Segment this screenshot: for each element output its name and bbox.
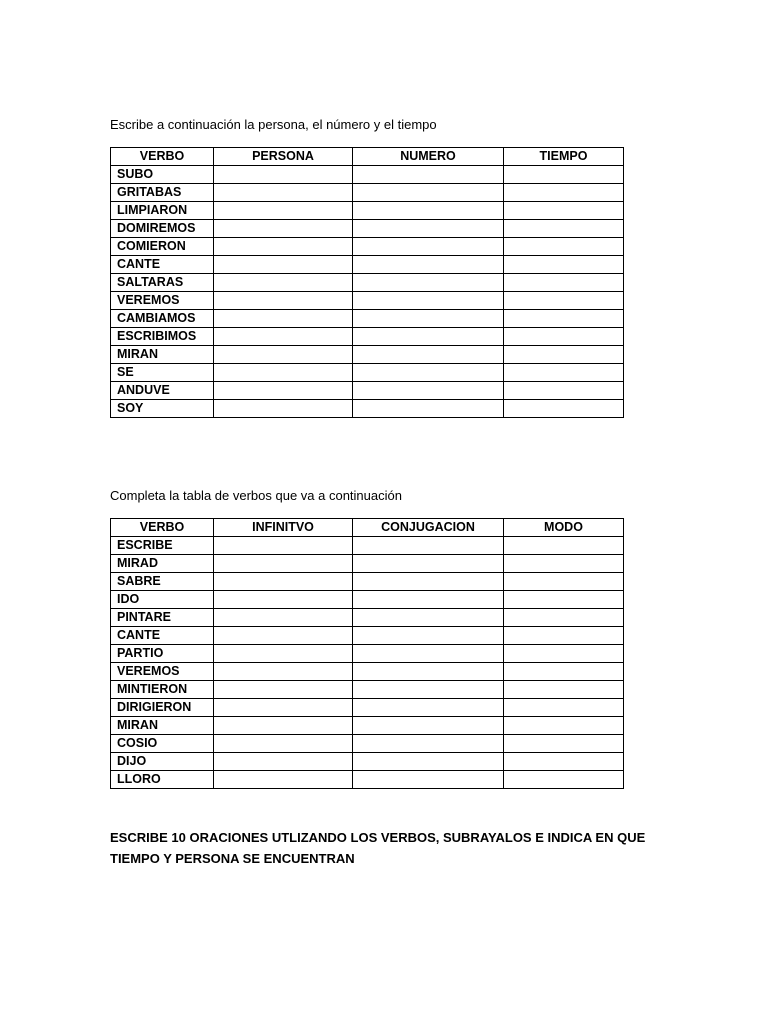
table-row <box>111 645 624 663</box>
answer-cell[interactable] <box>353 699 504 717</box>
verb-cell: LLORO <box>111 771 214 789</box>
answer-cell[interactable] <box>214 310 353 328</box>
answer-cell[interactable] <box>504 382 624 400</box>
table-row <box>111 184 624 202</box>
verb-cell: ANDUVE <box>111 382 214 400</box>
table-row <box>111 555 624 573</box>
verb-cell: IDO <box>111 591 214 609</box>
answer-cell[interactable] <box>353 681 504 699</box>
table-row <box>111 591 624 609</box>
answer-cell[interactable] <box>504 735 624 753</box>
answer-cell[interactable] <box>214 771 353 789</box>
answer-cell[interactable] <box>504 166 624 184</box>
table-row <box>111 609 624 627</box>
answer-cell[interactable] <box>504 256 624 274</box>
table-row <box>111 627 624 645</box>
answer-cell[interactable] <box>214 274 353 292</box>
answer-cell[interactable] <box>353 328 504 346</box>
column-header-persona: PERSONA <box>214 148 353 166</box>
table-row <box>111 717 624 735</box>
table-row <box>111 753 624 771</box>
table-row <box>111 382 624 400</box>
column-header-infinitivo: INFINITVO <box>214 519 353 537</box>
section3-instruction: ESCRIBE 10 ORACIONES UTLIZANDO LOS VERBOS, SUBRAYALOS E INDICA EN QUE TIEMPO Y PERSONA SE ENCUENTRAN <box>110 830 646 866</box>
answer-cell[interactable] <box>504 346 624 364</box>
answer-cell[interactable] <box>353 717 504 735</box>
answer-cell[interactable] <box>353 364 504 382</box>
verb-cell: CANTE <box>111 256 214 274</box>
answer-cell[interactable] <box>353 753 504 771</box>
answer-cell[interactable] <box>504 555 624 573</box>
table-row <box>111 699 624 717</box>
answer-cell[interactable] <box>504 645 624 663</box>
answer-cell[interactable] <box>504 573 624 591</box>
answer-cell[interactable] <box>353 555 504 573</box>
table-row <box>111 328 624 346</box>
table-row <box>111 735 624 753</box>
answer-cell[interactable] <box>214 256 353 274</box>
verb-cell: VEREMOS <box>111 663 214 681</box>
table-row <box>111 166 624 184</box>
answer-cell[interactable] <box>353 184 504 202</box>
table-row <box>111 681 624 699</box>
table-row <box>111 573 624 591</box>
verb-cell: DOMIREMOS <box>111 220 214 238</box>
verb-cell: MIRAN <box>111 717 214 735</box>
table-row <box>111 256 624 274</box>
verb-cell: GRITABAS <box>111 184 214 202</box>
table-header-row <box>111 148 624 166</box>
column-header-tiempo: TIEMPO <box>504 148 624 166</box>
verb-cell: SALTARAS <box>111 274 214 292</box>
table-row <box>111 292 624 310</box>
table-header-row <box>111 519 624 537</box>
answer-cell[interactable] <box>504 310 624 328</box>
answer-cell[interactable] <box>214 166 353 184</box>
answer-cell[interactable] <box>214 735 353 753</box>
answer-cell[interactable] <box>353 609 504 627</box>
answer-cell[interactable] <box>353 382 504 400</box>
answer-cell[interactable] <box>214 400 353 418</box>
verb-cell: LIMPIARON <box>111 202 214 220</box>
verb-cell: SE <box>111 364 214 382</box>
answer-cell[interactable] <box>504 699 624 717</box>
verb-cell: ESCRIBIMOS <box>111 328 214 346</box>
answer-cell[interactable] <box>214 555 353 573</box>
answer-cell[interactable] <box>504 202 624 220</box>
verb-cell: MIRAN <box>111 346 214 364</box>
answer-cell[interactable] <box>214 537 353 555</box>
verb-cell: ESCRIBE <box>111 537 214 555</box>
section2-instruction: Completa la tabla de verbos que va a continuación <box>110 488 402 503</box>
verb-cell: VEREMOS <box>111 292 214 310</box>
answer-cell[interactable] <box>214 663 353 681</box>
answer-cell[interactable] <box>214 591 353 609</box>
verb-cell: PARTIO <box>111 645 214 663</box>
table-row <box>111 238 624 256</box>
table-row <box>111 537 624 555</box>
verb-cell: CAMBIAMOS <box>111 310 214 328</box>
answer-cell[interactable] <box>504 681 624 699</box>
answer-cell[interactable] <box>353 238 504 256</box>
verb-cell: MINTIERON <box>111 681 214 699</box>
answer-cell[interactable] <box>353 292 504 310</box>
answer-cell[interactable] <box>504 753 624 771</box>
column-header-numero: NUMERO <box>353 148 504 166</box>
section1-instruction: Escribe a continuación la persona, el número y el tiempo <box>110 117 437 132</box>
answer-cell[interactable] <box>353 735 504 753</box>
verb-cell: DIRIGIERON <box>111 699 214 717</box>
answer-cell[interactable] <box>353 400 504 418</box>
verb-cell: COMIERON <box>111 238 214 256</box>
answer-cell[interactable] <box>353 256 504 274</box>
answer-cell[interactable] <box>504 400 624 418</box>
column-header-verbo: VERBO <box>111 148 214 166</box>
answer-cell[interactable] <box>504 184 624 202</box>
answer-cell[interactable] <box>214 220 353 238</box>
answer-cell[interactable] <box>504 663 624 681</box>
answer-cell[interactable] <box>214 364 353 382</box>
answer-cell[interactable] <box>353 573 504 591</box>
answer-cell[interactable] <box>504 328 624 346</box>
answer-cell[interactable] <box>214 645 353 663</box>
answer-cell[interactable] <box>504 609 624 627</box>
table-row <box>111 220 624 238</box>
answer-cell[interactable] <box>504 771 624 789</box>
column-header-modo: MODO <box>504 519 624 537</box>
table-row <box>111 663 624 681</box>
answer-cell[interactable] <box>504 364 624 382</box>
verb-cell: SOY <box>111 400 214 418</box>
answer-cell[interactable] <box>504 274 624 292</box>
verb-cell: COSIO <box>111 735 214 753</box>
answer-cell[interactable] <box>504 717 624 735</box>
table-row <box>111 346 624 364</box>
answer-cell[interactable] <box>353 346 504 364</box>
answer-cell[interactable] <box>214 202 353 220</box>
answer-cell[interactable] <box>353 537 504 555</box>
answer-cell[interactable] <box>504 220 624 238</box>
answer-cell[interactable] <box>353 166 504 184</box>
answer-cell[interactable] <box>214 717 353 735</box>
answer-cell[interactable] <box>214 627 353 645</box>
answer-cell[interactable] <box>353 310 504 328</box>
answer-cell[interactable] <box>353 274 504 292</box>
verb-cell: SABRE <box>111 573 214 591</box>
table-row <box>111 310 624 328</box>
answer-cell[interactable] <box>504 627 624 645</box>
verb-cell: CANTE <box>111 627 214 645</box>
verb-cell: MIRAD <box>111 555 214 573</box>
answer-cell[interactable] <box>214 573 353 591</box>
answer-cell[interactable] <box>353 645 504 663</box>
answer-cell[interactable] <box>214 292 353 310</box>
verb-analysis-table <box>110 147 624 418</box>
answer-cell[interactable] <box>504 537 624 555</box>
answer-cell[interactable] <box>214 681 353 699</box>
table-row <box>111 274 624 292</box>
verb-cell: DIJO <box>111 753 214 771</box>
answer-cell[interactable] <box>353 591 504 609</box>
answer-cell[interactable] <box>504 238 624 256</box>
answer-cell[interactable] <box>214 346 353 364</box>
column-header-verbo: VERBO <box>111 519 214 537</box>
answer-cell[interactable] <box>353 202 504 220</box>
table-row <box>111 202 624 220</box>
answer-cell[interactable] <box>353 663 504 681</box>
answer-cell[interactable] <box>214 753 353 771</box>
table-row <box>111 400 624 418</box>
answer-cell[interactable] <box>353 220 504 238</box>
column-header-conjugacion: CONJUGACION <box>353 519 504 537</box>
answer-cell[interactable] <box>504 292 624 310</box>
answer-cell[interactable] <box>214 699 353 717</box>
answer-cell[interactable] <box>214 609 353 627</box>
verb-cell: PINTARE <box>111 609 214 627</box>
answer-cell[interactable] <box>214 184 353 202</box>
answer-cell[interactable] <box>214 382 353 400</box>
answer-cell[interactable] <box>214 328 353 346</box>
table-row <box>111 364 624 382</box>
verb-cell: SUBO <box>111 166 214 184</box>
answer-cell[interactable] <box>353 771 504 789</box>
answer-cell[interactable] <box>504 591 624 609</box>
answer-cell[interactable] <box>353 627 504 645</box>
answer-cell[interactable] <box>214 238 353 256</box>
verb-conjugation-table <box>110 518 624 789</box>
table-row <box>111 771 624 789</box>
